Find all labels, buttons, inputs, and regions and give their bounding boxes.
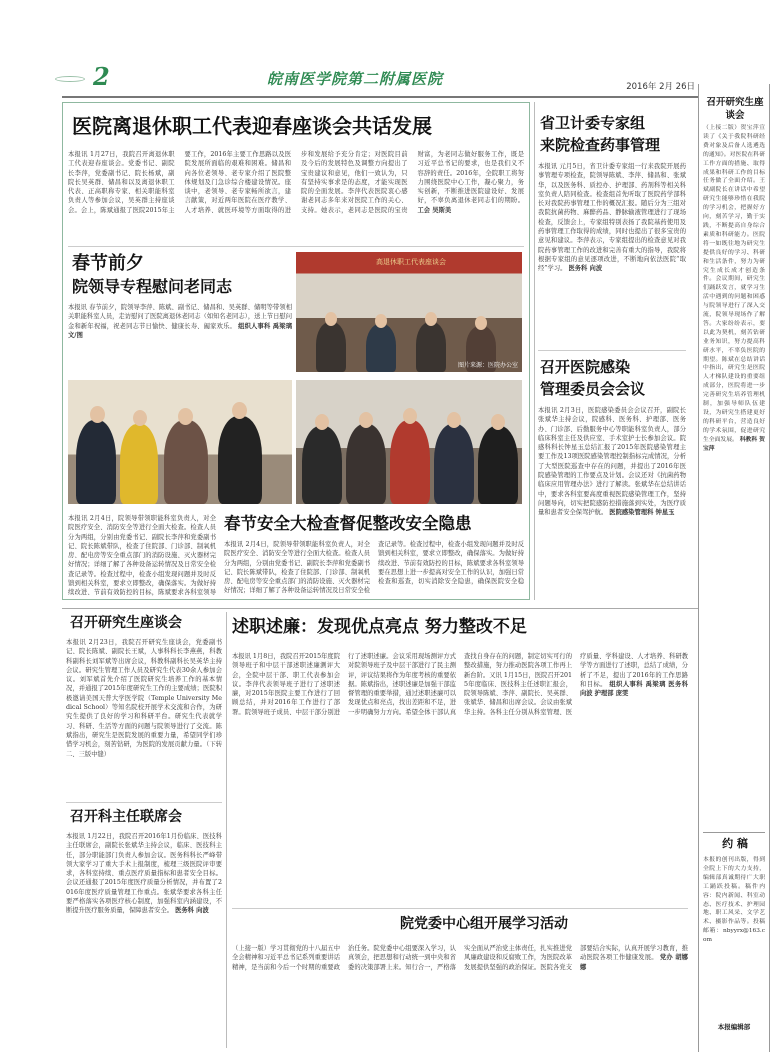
byline: 党办 胡娜娜	[580, 954, 688, 971]
divider	[703, 832, 765, 833]
byline: 科教科 贺宝萍	[703, 436, 765, 452]
article-safety-left: 本报讯 2月4日，院领导带领职能科室负责人，对全院医疗安全、消防安全等进行全面大检查。检查人员分为两组，分别由党委书记、副院长李萍和党委副书记、院长陈斌带队，检查了住院部、门诊部、制氧机房、配电房等安全重点部门的消防设施、灭火器材完好情况；详细了解了各种设备运转情况及日常安全检查记录等。检查过程中，检查小组发现问题并及时反馈到相关科室，要求立即整改，确保落实。为做好持续改进、节前有效防控的目标，陈斌要求各科室领导	[68, 515, 216, 596]
byline: 医务科 向波	[580, 680, 688, 698]
headline-retiree-forum: 医院离退休职工代表迎春座谈会共话发展	[72, 114, 432, 138]
divider	[66, 802, 222, 803]
byline: 组织人事科 禹梁璃 文/图	[68, 322, 292, 339]
article-director-meeting: 本报讯 1月22日，我院召开2016年1月份临床、医技科主任联席会，副院长张斌华主持会议，临床、医技科主任，部分职能部门负责人参加会议。医务科科长严峰带领大家学习了重大手术上报制度，梳理三级医院评审要求，各科室持续、重点医疗质量指标和患者安全目标。会议还通报了2015年度医疗质量分析情况，并布置了2016年度医疗质量管理工作重点。张斌华要求各科主任要严格落实各项医疗核心制度，加强科室内涵建设，不断提升医疗服务质量，保障患者安全。 医务科 向波	[66, 833, 222, 915]
issue-date: 2016年 2月 26日	[626, 82, 695, 92]
article-grad-forum: 本报讯 2月23日，我院召开研究生座谈会，党委副书记、院长陈斌、副院长王斌，人事科科长李燕燕，科教科副科长刘军斌等出席会议，科教科副科长吴英华主持会议。研究生管理工作人员及研究生代表30余人参加会议。刘军斌首先介绍了医院研究生培养工作的基本情况，并通报了2015年度研究生工作的主要成绩；医院积极邀请美国天普大学医学院（Temple University Medical School）等知名院校开展学术交流和合作，为研究生提供了良好的学习和科研平台。研究生代表就学习、科研、生活等方面的问题与院领导进行了交流。陈斌指出，研究生是医院发展的重要力量，希望同学们珍惜学习机会，刻苦钻研，为医院的发展贡献力量。（下转二、三版中缝）	[66, 639, 222, 758]
headline-visit-line1: 春节前夕	[72, 253, 144, 274]
article-retiree-forum: 本报讯 1月27日，我院召开离退休职工代表迎春座谈会。党委书记、副院长李萍，党委副书记、院长杨斌，副院长吴英群、储昌和以及离退休职工代表、正高职称专家、相关职能科室负责人等参加会议，吴英群主持座谈会。会上，陈斌通报了医院2015年主要工作，2016年主要工作思路以及医院发展所面临的艰难和困难。储昌和向各位老领导、老专家介绍了医院整体规划及门急诊综合楼建设情况。座谈中，老领导、老专家畅所欲言，建言献策，对近两年医院在医疗教学、人才培养、就医环境等方面取得的进步和发展给予充分肯定；对医院目前及今后的发展特色及调整方向提出了宝贵建议和意见，他们一致认为，只有坚持实事求是的态度，才能实现医院的全面发展。李萍代表医院衷心感谢老同志多年来对医院工作的关心、支持。她表示，老同志是医院的宝贵财富，为老同志做好服务工作，既是习近平总书记的要求，也是我们义不容辞的责任。2016年，全院职工将努力围绕医院中心工作，凝心聚力，务实创新，不断推进医院建设好、发展好，不辜负离退休老同志们的期盼。 工会 吴斯美	[68, 151, 524, 214]
masthead-rule	[62, 96, 698, 98]
headline-grad-forum: 召开研究生座谈会	[70, 615, 182, 631]
divider	[534, 102, 535, 600]
call-for-papers-title: 约 稿	[722, 837, 748, 850]
byline: 组织人事科 禹梁璃	[609, 680, 666, 688]
article-debrief: 本报讯 1月8日，我院召开2015年度院领导班子和中层干部述职述廉测评大会，全院中层干部、职工代表参加会议。李萍代表领导班子进行了述职述廉，对2015年医院主要工作进行了回顾总结，并对2016年工作进行了部署。院领导班子成员、中层干部分别进行了述职述廉。会议采用现场测评方式对院领导班子及中层干部进行了民主测评，评议结果将作为年度考核的重要依据。陈斌指出，述职述廉是加强干部监督管理的重要举措，通过述职述廉可以发现优点和亮点，找出差距和不足，进一步明确努力方向。希望全体干部认真查找自身存在的问题，制定切实可行的整改措施，努力推动医院各项工作再上新台阶。又讯 1月15日，医院召开2015年度临床、医技科主任述职汇报会，院领导陈斌、李萍、副院长、吴英群、张斌华、储昌和出席会议。会议由张斌华主持。各科主任分别从科室管理、医疗质量、学科建设、人才培养、科研教学等方面进行了述职，总结了成绩，分析了不足，提出了2016年的工作思路和目标。 组织人事科 禹梁璃 医务科 向波 护理部 庞雯	[232, 653, 688, 716]
headline-pharmacy-line1: 省卫计委专家组	[540, 114, 646, 132]
divider	[226, 612, 227, 1048]
divider	[68, 246, 524, 247]
meeting-banner: 高退休职工代表座谈会	[376, 258, 446, 266]
article-party-study: （上接一版）学习贯彻党的十八届五中全会精神和习近平总书记系列重要讲话精神，是当前和今后一个时期的重要政治任务。院党委中心组要深入学习，认真领会，把思想和行动统一到中央和省委的决策部署上来。知行合一，严格落实全面从严治党主体责任，扎实推进党风廉政建设和反腐败工作，为医院改革发展提供坚强的政治保证。医院各党支部要结合实际，认真开展学习教育，推动医院各项工作健康发展。 党办 胡娜娜	[232, 945, 688, 971]
byline: 护理部 庞雯	[594, 690, 629, 698]
visit-photo-left	[68, 380, 292, 504]
headline-debrief: 述职述廉：发现优点亮点 努力整改不足	[232, 617, 527, 637]
photo-caption: 图片来源：医院办公室	[457, 362, 518, 369]
call-for-papers-sign: 本报编辑部	[717, 1023, 751, 1031]
article-visit: 本报讯 春节前夕，院领导李萍、陈斌、副书记、储昌和、吴英群、储明等带领相关职能科室人员，走访慰问了医院离退休老同志（如知名老同志），送上节日慰问金和新年祝福，祝老同志节日愉快、健康长寿、阖家欢乐。 组织人事科 禹梁璃 文/图	[68, 304, 292, 339]
headline-infection-line2: 管理委员会会议	[540, 380, 646, 398]
visit-photo-right	[296, 380, 522, 504]
headline-safety: 春节安全大检查督促整改安全隐患	[224, 514, 472, 533]
masthead	[55, 62, 695, 96]
article-infection: 本报讯 2月3日，医院感染委员会会议召开，副院长张斌华主持会议，院感科、医务科、护理部、医务办、门诊部、后勤服务中心等职能科室负责人，部分临床科室主任及供应室、手术室护士长参加会议。院感科科长钟星玉总结汇报了2015年医院感染管理主要工作及13项医院感染管理控制指标完成情况，分析了大型医院巡查中存在的问题，并提出了2016年医院感染管理的工作要点及计划。会议还对《抗菌药物临床应用管理办法》进行了解读。张斌华在总结讲话中，要求各科室要高度重视医院感染管理工作，坚持问题导向，切实把院感防控措施落到实处，为医疗质量和患者安全保驾护航。 医院感染管理科 钟星玉	[538, 407, 686, 517]
page-number: 2	[93, 62, 110, 91]
headline-pharmacy-line2: 来院检查药事管理	[540, 136, 661, 154]
headline-party-study: 院党委中心组开展学习活动	[400, 916, 568, 932]
side-article: （上接二版）贺宝萍宣读了《关于我院科研经费对象及后备人选遴选的通知》。对医院在科研工作方面的措施、取得成果和科研工作的目标任务做了全面介绍。王斌副院长在讲话中希望研究生能够珍惜在我院的学习机会，把握好方向，刻苦学习，勤于实践，不断提高自身综合素质和科研能力。医院将一如既往地为研究生提供良好的学习、科研和生活条件，努力为研究生成长成才创造条件。会议期间，研究生们踊跃发言，就学习生活中遇到的问题和困惑与院领导进行了深入交流，院领导现场作了解答。大家纷纷表示，要以此为契机，刻苦钻研业务知识，努力提高科研水平，不辜负医院的期望。陈斌在总结讲话中指出，研究生是医院人才梯队建设的重要组成部分，医院将进一步完善研究生培养管理机制，加强导师队伍建设，为研究生搭建更好的科研平台，营造良好的学术氛围，促进研究生全面发展。 科教科 贺宝萍	[703, 125, 765, 452]
divider	[232, 908, 688, 909]
divider	[62, 608, 698, 609]
article-safety-right: 本报讯 2月4日，院领导带领职能科室负责人，对全院医疗安全、消防安全等进行全面大检查。检查人员分为两组，分别由党委书记、副院长李萍和党委副书记、院长陈斌带队，检查了住院部、门诊部、制氧机房、配电房等安全重点部门的消防设施、灭火器材完好情况；详细了解了各种设备运转情况及日常安全检查记录等。检查过程中，检查小组发现问题并及时反馈到相关科室，要求立即整改，确保落实。为做好持续改进、节前有效防控的目标，陈斌要求各科室领导要在思想上进一步提高对安全工作的认识，加强日常检查和巡查，切实消除安全隐患，确保医院安全稳	[224, 541, 524, 595]
byline: 医院感染管理科 钟星玉	[609, 509, 675, 517]
headline-visit-line2: 院领导专程慰问老同志	[72, 277, 233, 296]
headline-director-meeting: 召开科主任联席会	[70, 809, 182, 825]
article-pharmacy: 本报讯 元月5日，省卫计委专家组一行来我院开展药事管理专项检查，院领导陈斌、李萍、储昌和、张斌华，以及医务科、质控办、护理部、药剂科等相关科室负责人陪同检查。检查组首先听取了医院药学部科长对我院药事管理工作的概况汇报。随后分为三组对我院抗菌药物、麻醉药品、静脉输液管理进行了现场检查，反馈会上，专家组特别表扬了我院基药使用及药事管理工作取得的成绩，同时也提出了很多宝贵的意见和建议。李萍表示，专家组提出的检查意见对我院药事管理工作的改进和完善有重大的指导，我院将根据专家组的意见逐项改进，不断地向依法医院“取经”学习。 医务科 向波	[538, 163, 686, 273]
ornament-left	[55, 76, 85, 82]
paper-name: 皖南医学院第二附属医院	[267, 70, 444, 88]
byline: 工会 吴斯美	[417, 206, 452, 214]
call-for-papers-body: 本报的创刊出版，得到全院上下的大力支持，编辑部真诚期待广大职工踊跃投稿。稿件内容：院内新闻、科室动态、医疗技术、护理园地、职工风采、文学艺术、摄影作品等。投稿邮箱：nbyyrx@163.com	[703, 857, 765, 944]
byline: 医务科 向波	[568, 265, 603, 273]
side-headline: 召开研究生座谈会	[706, 97, 764, 121]
byline: 医务科 向波	[175, 907, 209, 915]
headline-infection-line1: 召开医院感染	[540, 358, 631, 376]
divider	[538, 350, 686, 351]
meeting-photo	[296, 252, 522, 372]
